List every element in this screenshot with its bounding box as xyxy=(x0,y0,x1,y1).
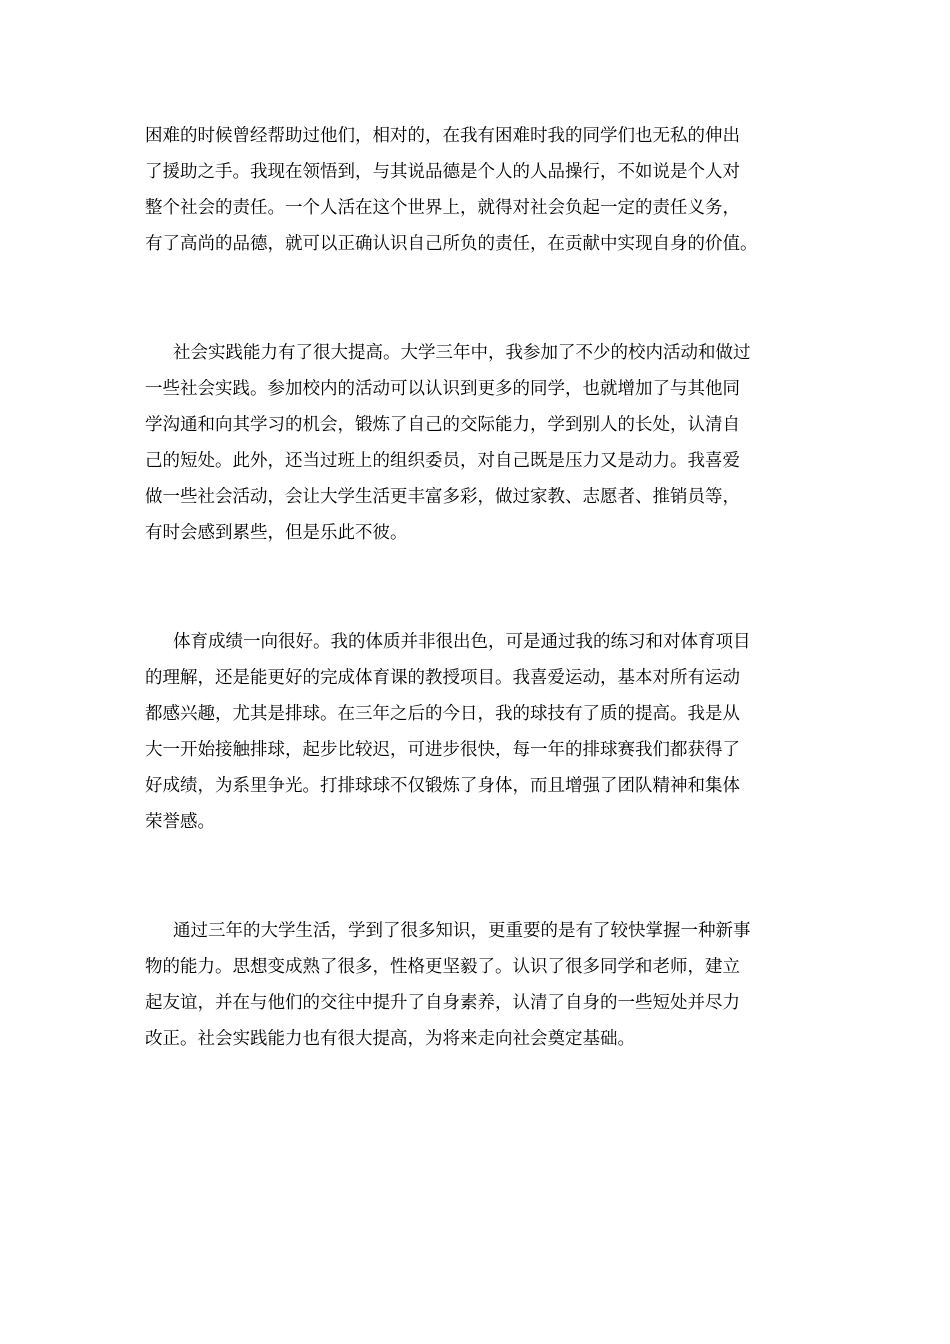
text-line: 起友谊，并在与他们的交往中提升了自身素养，认清了自身的一些短处并尽力 xyxy=(145,993,740,1013)
paragraph-social-practice xyxy=(145,335,751,551)
text-line: 大一开始接触排球，起步比较迟，可进步很快，每一年的排球赛我们都获得了 xyxy=(145,740,740,760)
text-line: 学沟通和向其学习的机会，锻炼了自己的交际能力，学到别人的长处，认清自 xyxy=(145,415,740,435)
text-line: 通过三年的大学生活，学到了很多知识，更重要的是有了较快掌握一种新事 xyxy=(173,921,751,941)
paragraph-summary xyxy=(145,913,751,1057)
text-line: 物的能力。思想变成熟了很多，性格更坚毅了。认识了很多同学和老师，建立 xyxy=(145,957,740,977)
text-line: 的理解，还是能更好的完成体育课的教授项目。我喜爱运动，基本对所有运动 xyxy=(145,668,740,688)
text-line: 一些社会实践。参加校内的活动可以认识到更多的同学，也就增加了与其他同 xyxy=(145,379,740,399)
text-line: 整个社会的责任。一个人活在这个世界上，就得对社会负起一定的责任义务， xyxy=(145,198,740,218)
text-line: 社会实践能力有了很大提高。大学三年中，我参加了不少的校内活动和做过 xyxy=(173,343,751,363)
text-line: 荣誉感。 xyxy=(145,812,215,832)
text-line: 做一些社会活动，会让大学生活更丰富多彩，做过家教、志愿者、推销员等， xyxy=(145,487,740,507)
text-line: 困难的时候曾经帮助过他们，相对的，在我有困难时我的同学们也无私的伸出 xyxy=(145,126,740,146)
paragraph-moral-character xyxy=(145,118,758,262)
text-line: 有了高尚的品德，就可以正确认识自己所负的责任，在贡献中实现自身的价值。 xyxy=(145,234,758,254)
text-line: 都感兴趣，尤其是排球。在三年之后的今日，我的球技有了质的提高。我是从 xyxy=(145,704,740,724)
paragraph-sports xyxy=(145,624,751,840)
text-line: 体育成绩一向很好。我的体质并非很出色，可是通过我的练习和对体育项目 xyxy=(173,632,751,652)
text-line: 了援助之手。我现在领悟到，与其说品德是个人的人品操行，不如说是个人对 xyxy=(145,162,740,182)
text-line: 改正。社会实践能力也有很大提高，为将来走向社会奠定基础。 xyxy=(145,1029,635,1049)
text-line: 有时会感到累些，但是乐此不彼。 xyxy=(145,523,408,543)
text-line: 好成绩，为系里争光。打排球球不仅锻炼了身体，而且增强了团队精神和集体 xyxy=(145,776,740,796)
text-line: 己的短处。此外，还当过班上的组织委员，对自己既是压力又是动力。我喜爱 xyxy=(145,451,740,471)
